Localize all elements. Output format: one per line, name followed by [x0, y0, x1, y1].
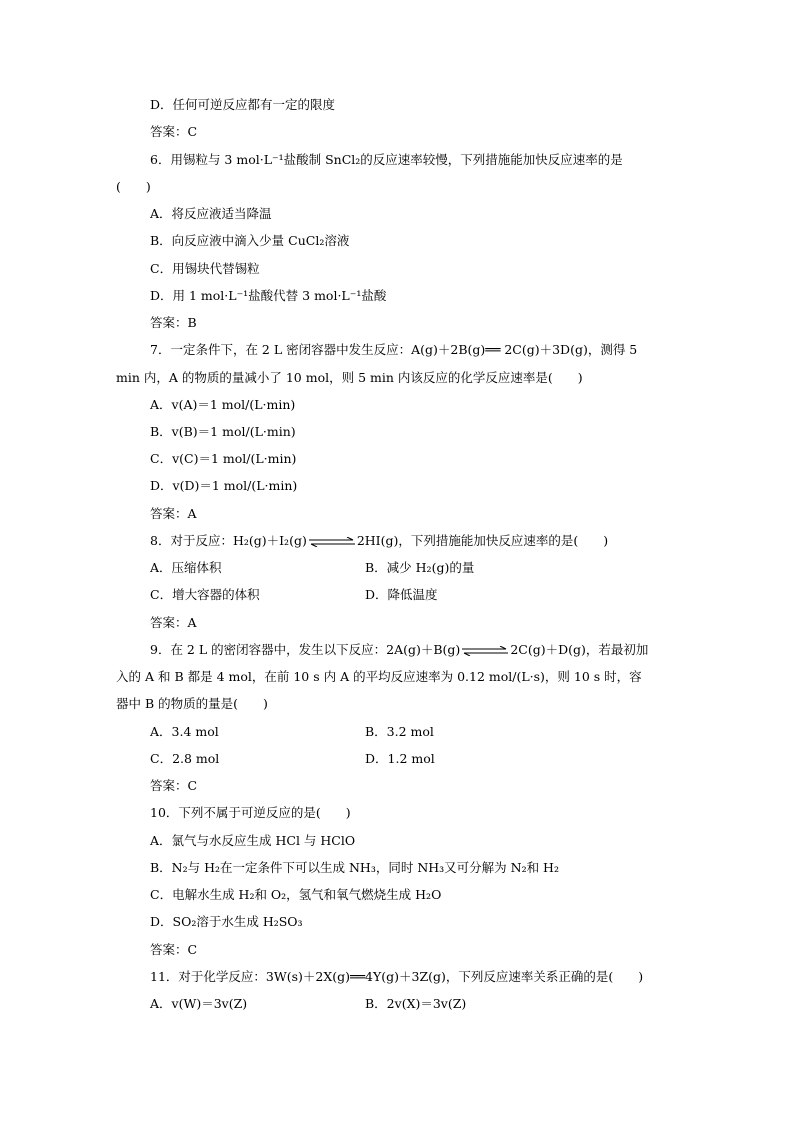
question-7-option-b: B．v(B)＝1 mol/(L·min)	[150, 424, 296, 439]
question-9-option-d: D．1.2 mol	[365, 751, 435, 766]
question-9-answer: 答案：C	[150, 778, 198, 793]
question-6-answer: 答案：B	[150, 315, 197, 330]
question-9-option-c: C．2.8 mol	[150, 751, 220, 766]
question-11-stem: 11．对于化学反应：3W(s)＋2X(g)══4Y(g)＋3Z(g)，下列反应速率关系正确的是( )	[150, 969, 644, 984]
question-7-stem-line1: 7．一定条件下，在 2 L 密闭容器中发生反应：A(g)＋2B(g)══ 2C(g)＋3D(g)，测得 5	[150, 342, 638, 357]
question-6-bracket: ( )	[116, 179, 151, 194]
question-10-option-b: B．N₂与 H₂在一定条件下可以生成 NH₃，同时 NH₃又可分解为 N₂和 H₂	[150, 860, 559, 875]
answer-line: 答案：C	[150, 124, 198, 139]
question-9-stem-line1	[150, 641, 648, 659]
question-6-option-c: C．用锡块代替锡粒	[150, 261, 260, 276]
question-8-answer: 答案：A	[150, 615, 197, 630]
question-9-stem-line2: 入的 A 和 B 都是 4 mol，在前 10 s 内 A 的平均反应速率为 0.12 mol/(L·s)，则 10 s 时，容	[116, 669, 642, 684]
question-8-option-a: A．压缩体积	[150, 560, 222, 575]
question-8-option-d: D．降低温度	[365, 587, 438, 602]
question-10-stem: 10．下列不属于可逆反应的是( )	[150, 805, 351, 820]
question-6-stem: 6．用锡粒与 3 mol·L⁻¹盐酸制 SnCl₂的反应速率较慢，下列措施能加快反应速率的是	[150, 152, 623, 167]
reversible-arrow-icon	[309, 537, 355, 547]
question-9-stem-post: 2C(g)＋D(g)，若最初加	[510, 642, 649, 657]
question-7-answer: 答案：A	[150, 506, 197, 521]
question-7-option-a: A．v(A)＝1 mol/(L·min)	[150, 397, 296, 412]
question-11-option-b: B．2v(X)＝3v(Z)	[365, 996, 467, 1011]
question-10-option-a: A．氯气与水反应生成 HCl 与 HClO	[150, 833, 356, 848]
option-d-text: D．任何可逆反应都有一定的限度	[150, 97, 336, 112]
question-9-stem-line3: 器中 B 的物质的量是( )	[116, 696, 268, 711]
question-6-option-a: A．将反应液适当降温	[150, 206, 272, 221]
question-6-option-d: D．用 1 mol·L⁻¹盐酸代替 3 mol·L⁻¹盐酸	[150, 288, 387, 303]
question-8-stem-post: 2HI(g)，下列措施能加快反应速率的是( )	[356, 533, 609, 548]
question-10-option-c: C．电解水生成 H₂和 O₂，氢气和氧气燃烧生成 H₂O	[150, 887, 442, 902]
question-11-option-a: A．v(W)＝3v(Z)	[150, 996, 248, 1011]
question-10-answer: 答案：C	[150, 942, 198, 957]
question-7-option-c: C．v(C)＝1 mol/(L·min)	[150, 451, 297, 466]
question-8-option-b: B．减少 H₂(g)的量	[365, 560, 475, 575]
question-7-option-d: D．v(D)＝1 mol/(L·min)	[150, 478, 298, 493]
question-9-option-a: A．3.4 mol	[150, 724, 219, 739]
question-9-stem-pre: 9．在 2 L 的密闭容器中，发生以下反应：2A(g)＋B(g)	[150, 642, 461, 657]
question-8-stem	[150, 532, 608, 550]
reversible-arrow-icon	[462, 646, 508, 656]
question-7-stem-line2: min 内，A 的物质的量减小了 10 mol，则 5 min 内该反应的化学反应速率是( )	[116, 370, 583, 385]
question-6-option-b: B．向反应液中滴入少量 CuCl₂溶液	[150, 233, 350, 248]
question-10-option-d: D．SO₂溶于水生成 H₂SO₃	[150, 914, 303, 929]
question-9-option-b: B．3.2 mol	[365, 724, 434, 739]
question-8-option-c: C．增大容器的体积	[150, 587, 260, 602]
question-8-stem-pre: 8．对于反应：H₂(g)＋I₂(g)	[150, 533, 307, 548]
